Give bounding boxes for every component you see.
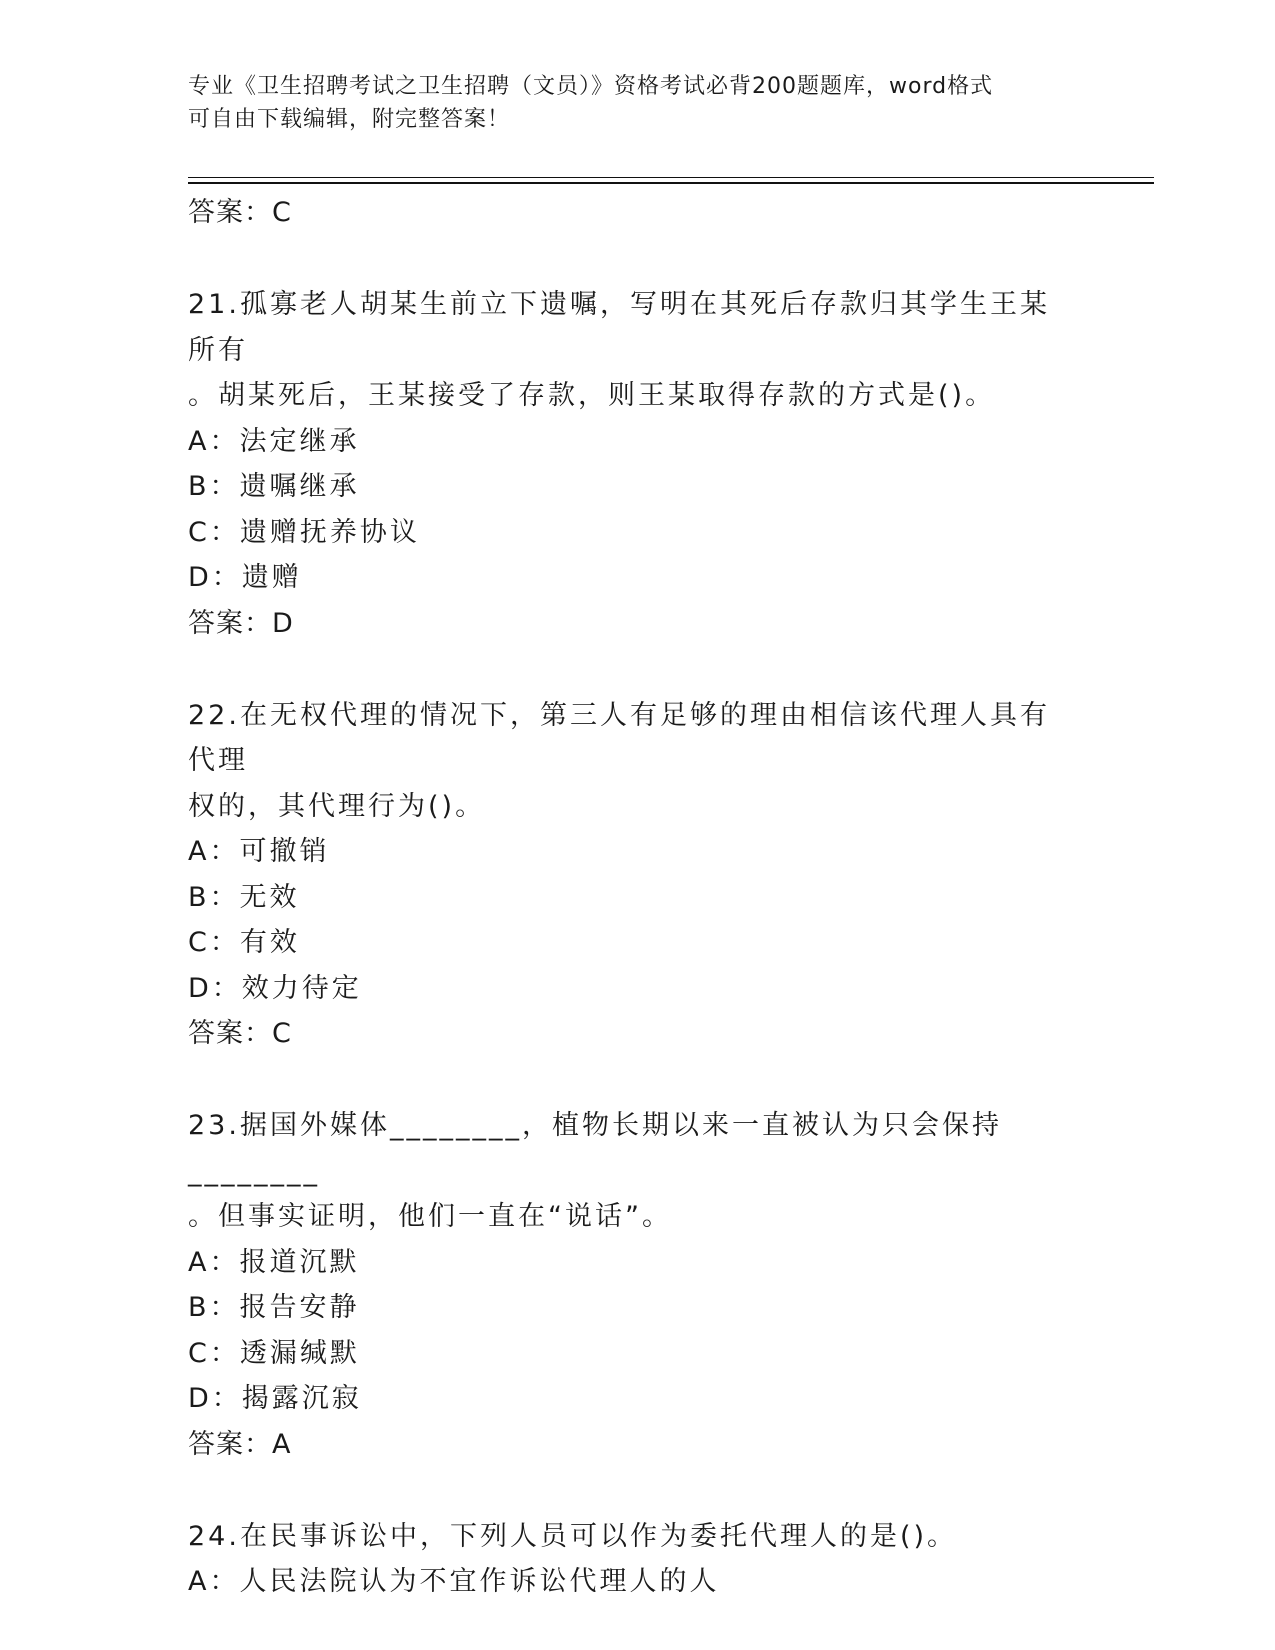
option-c: C：透漏缄默 [188, 1337, 360, 1369]
option-c: C：遗赠抚养协议 [188, 516, 420, 548]
option-c: C：有效 [188, 927, 300, 958]
option-b: B：报告安静 [188, 1292, 360, 1323]
option-d: D：效力待定 [188, 972, 362, 1004]
header-divider-thick [188, 182, 1154, 184]
question-stem: 21.孤寡老人胡某生前立下遗嘱，写明在其死后存款归其学生王某所有 [188, 289, 1050, 366]
header-divider-thin [188, 177, 1154, 178]
page-header [188, 70, 1068, 136]
answer-line: 答案：A [188, 1428, 292, 1460]
question-stem-cont: 。胡某死后，王某接受了存款，则王某取得存款的方式是()。 [188, 380, 996, 411]
option-a: A：法定继承 [188, 425, 360, 457]
answer-line: 答案：C [188, 1018, 292, 1049]
option-d: D：遗赠 [188, 562, 302, 593]
option-a: A：报道沉默 [188, 1246, 360, 1278]
question-stem: 24.在民事诉讼中，下列人员可以作为委托代理人的是()。 [188, 1520, 958, 1552]
question-stem-cont: 。但事实证明，他们一直在“说话”。 [188, 1201, 672, 1232]
option-b: B：无效 [188, 881, 300, 913]
answer-line: 答案：C [188, 197, 292, 228]
question-22 [188, 693, 1078, 1012]
question-stem-cont: 权的，其代理行为()。 [188, 790, 486, 822]
question-list [188, 190, 1078, 1605]
header-line-2: 可自由下载编辑，附完整答案！ [188, 107, 511, 132]
question-24 [188, 1514, 1078, 1605]
answer-line: 答案：D [188, 607, 294, 639]
option-d: D：揭露沉寂 [188, 1383, 362, 1414]
option-a: A：可撤销 [188, 836, 330, 867]
question-23 [188, 1103, 1078, 1422]
question-stem: 23.据国外媒体________，植物长期以来一直被认为只会保持________ [188, 1110, 1002, 1187]
question-21 [188, 282, 1078, 601]
option-a: A：人民法院认为不宜作诉讼代理人的人 [188, 1566, 720, 1597]
option-b: B：遗嘱继承 [188, 471, 360, 502]
header-line-1: 专业《卫生招聘考试之卫生招聘（文员）》资格考试必背200题题库，word格式 [188, 74, 994, 99]
question-stem: 22.在无权代理的情况下，第三人有足够的理由相信该代理人具有代理 [188, 699, 1050, 776]
